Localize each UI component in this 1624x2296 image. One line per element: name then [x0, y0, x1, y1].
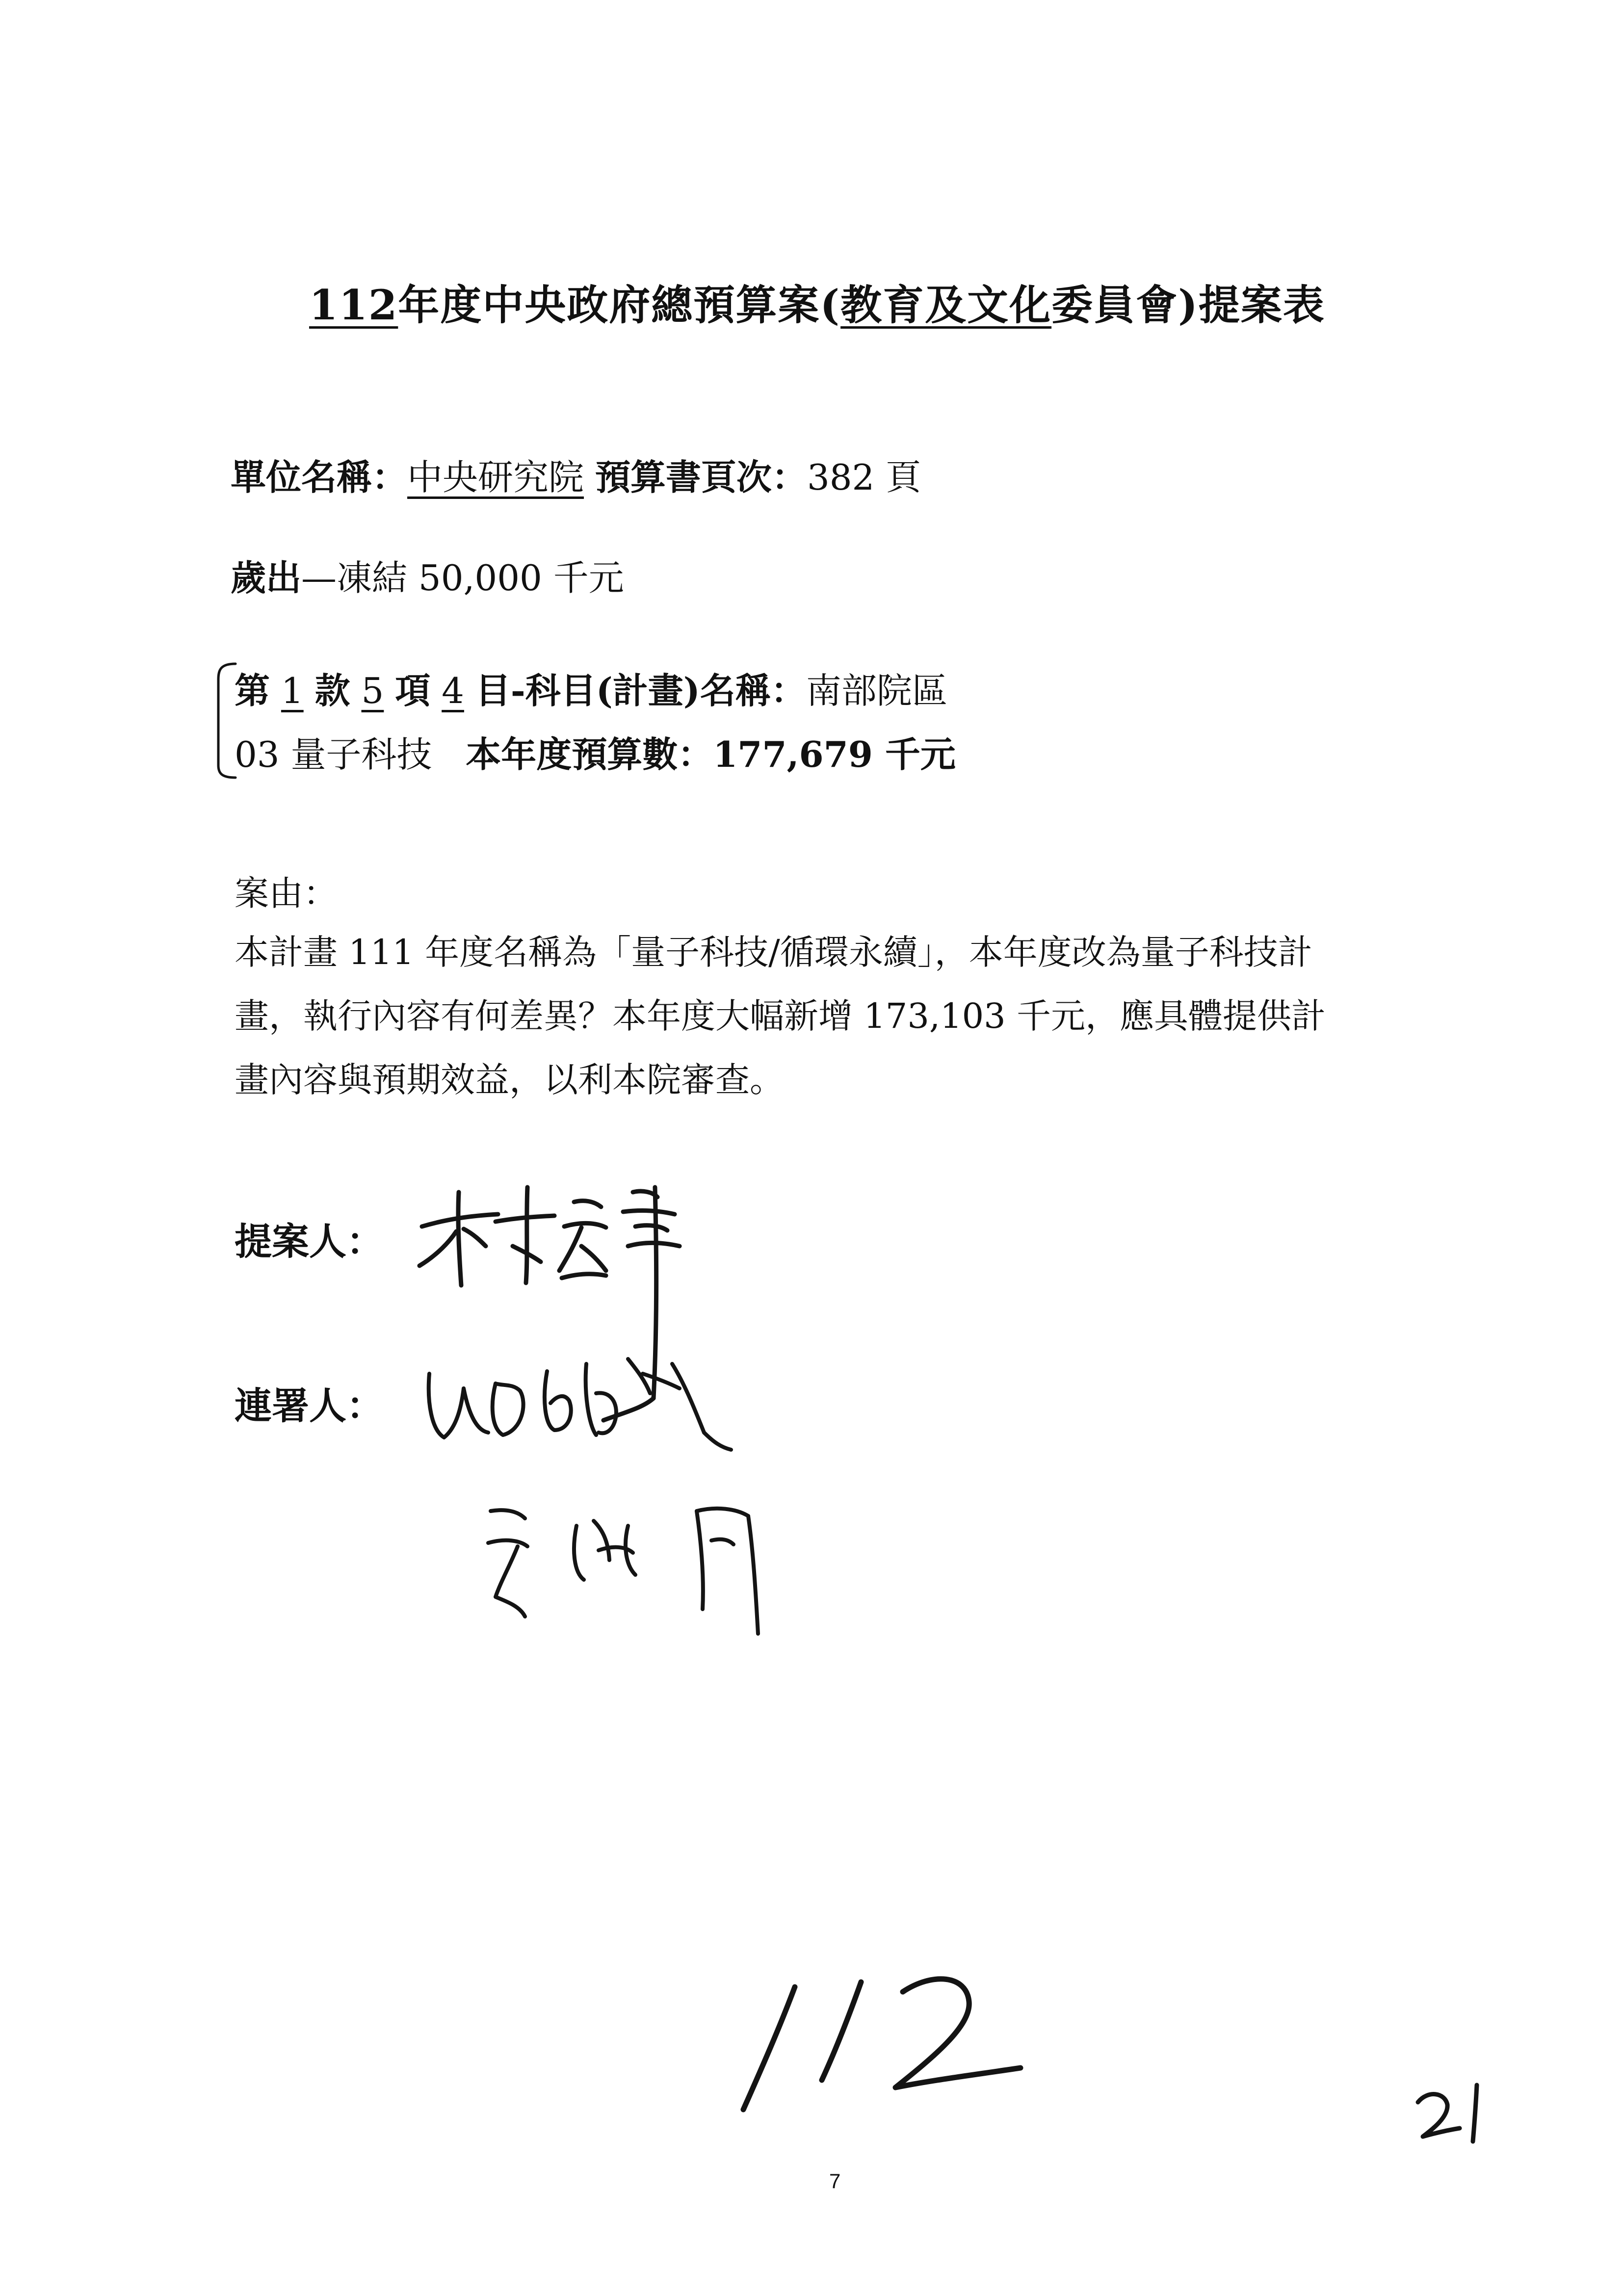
account-line-1: [235, 662, 947, 713]
page-number: 7: [829, 2169, 841, 2192]
proposer-label: 提案人：: [235, 1220, 384, 1263]
account-line-2: [235, 726, 956, 777]
reason-label: 案由：: [235, 873, 338, 913]
unit-name: 中央研究院: [407, 457, 584, 498]
cosigner-signature-1: [422, 1344, 746, 1472]
cosigner-label: 連署人：: [235, 1384, 384, 1428]
expenditure-text: —凍結 50,000 千元: [301, 557, 624, 599]
account-name-part2: 03 量子科技: [235, 734, 432, 775]
title-part2: 委員會)提案表: [1051, 281, 1325, 329]
reason-line-1: 本計畫 111 年度名稱為「量子科技/循環永續」，本年度改為量子科技計: [235, 932, 1312, 972]
title-part1: 年度中央政府總預算案(: [398, 281, 841, 329]
handwritten-corner-number: [1408, 2075, 1506, 2149]
account-xiang-label: 項: [395, 670, 431, 711]
unit-line: [231, 449, 921, 500]
cosigner-signature-2: [481, 1491, 795, 1639]
account-mu-label: 目-科目(計畫)名稱：: [475, 670, 806, 711]
account-mu: 4: [442, 670, 464, 711]
budget-page-value: 382 頁: [807, 457, 921, 498]
unit-label: 單位名稱：: [231, 456, 408, 498]
document-title: [309, 272, 1325, 332]
expenditure-label: 歲出: [231, 557, 302, 599]
title-year: 112: [309, 281, 398, 329]
reason-line-3: 畫內容與預期效益，以利本院審查。: [235, 1060, 784, 1100]
title-committee: 教育及文化: [840, 281, 1052, 329]
reason-line-2: 畫，執行內容有何差異？本年度大幅新增 173,103 千元，應具體提供計: [235, 996, 1326, 1036]
account-prefix: 第: [235, 670, 270, 711]
expenditure-line: [231, 549, 624, 600]
budget-amount: 本年度預算數：177,679 千元: [466, 733, 956, 775]
account-kuan-label: 款: [314, 670, 350, 711]
account-kuan: 1: [281, 670, 304, 711]
account-bracket: [209, 660, 238, 783]
account-xiang: 5: [361, 670, 384, 711]
handwritten-number: [726, 1962, 1040, 2129]
account-name-part1: 南部院區: [806, 670, 947, 711]
budget-page-label: 預算書頁次：: [595, 456, 807, 498]
